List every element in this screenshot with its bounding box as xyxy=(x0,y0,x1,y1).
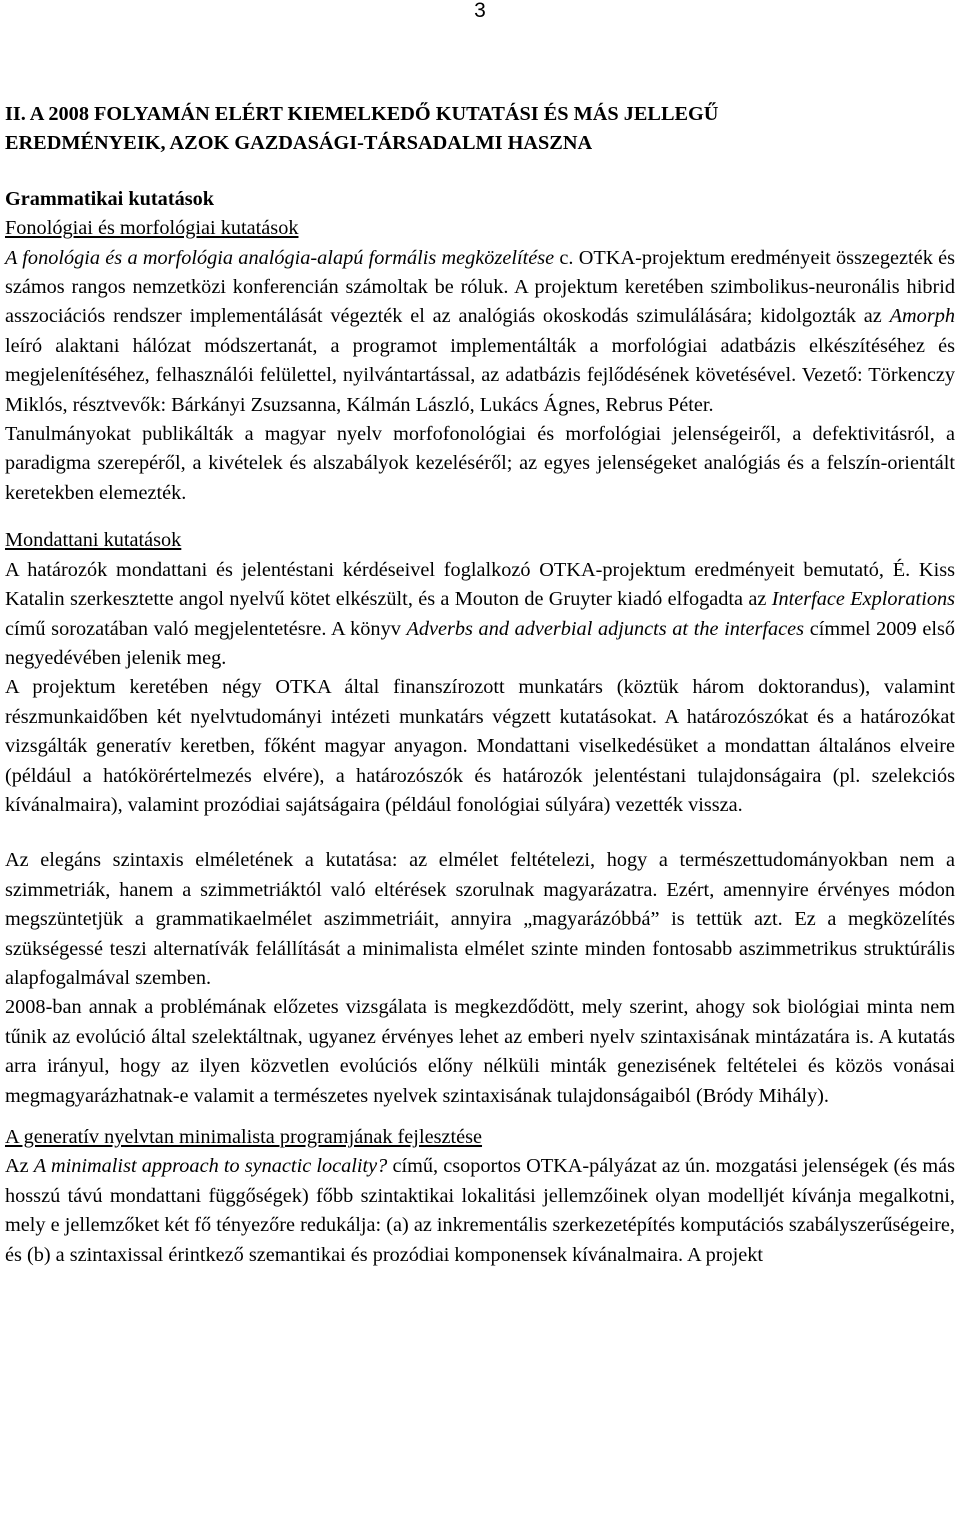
syntax-paragraph-1: A határozók mondattani és jelentéstani kérdéseivel foglalkozó OTKA-projektum eredményeit bemutató, É. Kiss Katalin szerkesztette angol nyelvű kötet elkészült, és a Mouton de Gruyter kiadó elfogadta az Interface Explorations című sorozatában való megjelentetésre. A könyv Adverbs and adverbial adjuncts at the interfaces címmel 2009 első negyedévében jelenik meg. xyxy=(5,558,955,669)
topic-title-syntax: Mondattani kutatások xyxy=(5,529,182,552)
project-title-italic: A fonológia és a morfológia analógia-alapú formális megközelítése xyxy=(5,246,555,269)
elegant-syntax-paragraph-1: Az elegáns szintaxis elméletének a kutatása: az elmélet feltételezi, hogy a természettudományokban nem a szimmetriák, hanem a szimmetriáktól való eltérések szorulnak magyarázatra. Ezért, amennyire érvényes módon megszüntetjük a grammatikaelmélet aszimmetriáit, annyira „magyarázóbbá” is tettük azt. Ez a megközelítés szükségessé teszi alternatívák felállítását a minimalista elmélet szinte minden fontosabb aszimmetrikus struktúrális alapfogalmával szemben. xyxy=(5,849,955,989)
page-number: 3 xyxy=(474,0,486,22)
sub-heading: Grammatikai kutatások xyxy=(5,187,215,210)
grant-title-italic: A minimalist approach to synactic locality? xyxy=(33,1155,388,1178)
page-body xyxy=(5,100,955,1270)
phonology-paragraph-1: A fonológia és a morfológia analógia-alapú formális megközelítése c. OTKA-projektum eredményeit összegezték és számos rangos nemzetközi konferencián számoltak be róluk. A projektum keretében szimbolikus-neuronális hibrid asszociációs rendszer implementálását végezték el az analógiás okoskodás szimulálására; kidolgozták az Amorph leíró alaktani hálózat módszertanát, a programot implementálták a morfológiai adatbázis elkészítéséhez és megjelenítéséhez, felhasználói felülettel, nyilvántartással, az adatbázis fejlődésének követésével. Vezető: Törkenczy Miklós, résztvevők: Bárkányi Zsuzsanna, Kálmán László, Lukács Ágnes, Rebrus Péter. xyxy=(5,246,955,416)
elegant-syntax-paragraph-2: 2008-ban annak a problémának előzetes vizsgálata is megkezdődött, mely szerint, ahogy sok biológiai minta nem tűnik az evolúció által szelektáltnak, ugyanez érvényes lehet az emberi nyelv szintaxisának mintázatára is. A kutatás arra irányul, hogy az ilyen közvetlen evolúciós előny nélküli minták genezisének feltételei és közös vonásai megmagyarázhatnak-e valamit a természetes nyelvek szintaxisának tulajdonságaiból (Bródy Mihály). xyxy=(5,996,955,1107)
topic-title-phonology: Fonológiai és morfológiai kutatások xyxy=(5,217,299,240)
topic-title-minimalist: A generatív nyelvtan minimalista programjának fejlesztése xyxy=(5,1126,483,1148)
series-title-italic: Interface Explorations xyxy=(771,588,955,611)
section-heading-line-1: II. A 2008 FOLYAMÁN ELÉRT KIEMELKEDŐ KUTATÁSI ÉS MÁS JELLEGŰ xyxy=(5,103,719,125)
minimalist-paragraph-1: Az A minimalist approach to synactic locality? című, csoportos OTKA-pályázat az ún. mozgatási jelenségek (és más hosszú távú mondattani függőségek) főbb szintaktikai lokalitási jellemzőinek olyan modelljét kívánja megalkotni, mely e jellemzőket két fő tényezőre redukálja: (a) az inkrementális szerkezetépítés komputációs szabályszerűségeire, és (b) a szintaxissal érintkező szemantikai és prozódiai komponensek kívánalmaira. A projekt xyxy=(5,1155,956,1266)
section-heading xyxy=(5,100,955,159)
amorph-italic: Amorph xyxy=(889,305,955,328)
section-heading-line-2: EREDMÉNYEIK, AZOK GAZDASÁGI-TÁRSADALMI HASZNA xyxy=(5,132,593,155)
book-title-italic: Adverbs and adverbial adjuncts at the interfaces xyxy=(406,617,805,640)
phonology-paragraph-2: Tanulmányokat publikálták a magyar nyelv morfofonológiai és morfológiai jelenségeiről, a defektivitásról, a paradigma szerepéről, a kivételek és alszabályok kezeléséről; az egyes jelenségeket analógiás és a felszín-orientált keretekben elemezték. xyxy=(5,423,955,504)
syntax-paragraph-2: A projektum keretében négy OTKA által finanszírozott munkatárs (köztük három doktorandus), valamint részmunkaidőben két nyelvtudományi intézeti munkatárs végzett kutatásokat. A határozószókat és a határozókat vizsgálták generatív keretben, főként magyar anyagon. Mondattani viselkedésüket a mondattan általános elveire (például a hatókörértelmezés elvére), a határozószók és határozók jelentéstani tulajdonságaira (pl. szelekciós kívánalmaira), valamint prozódiai sajátságaira (például fonológiai súlyára) vezették vissza. xyxy=(5,676,955,816)
